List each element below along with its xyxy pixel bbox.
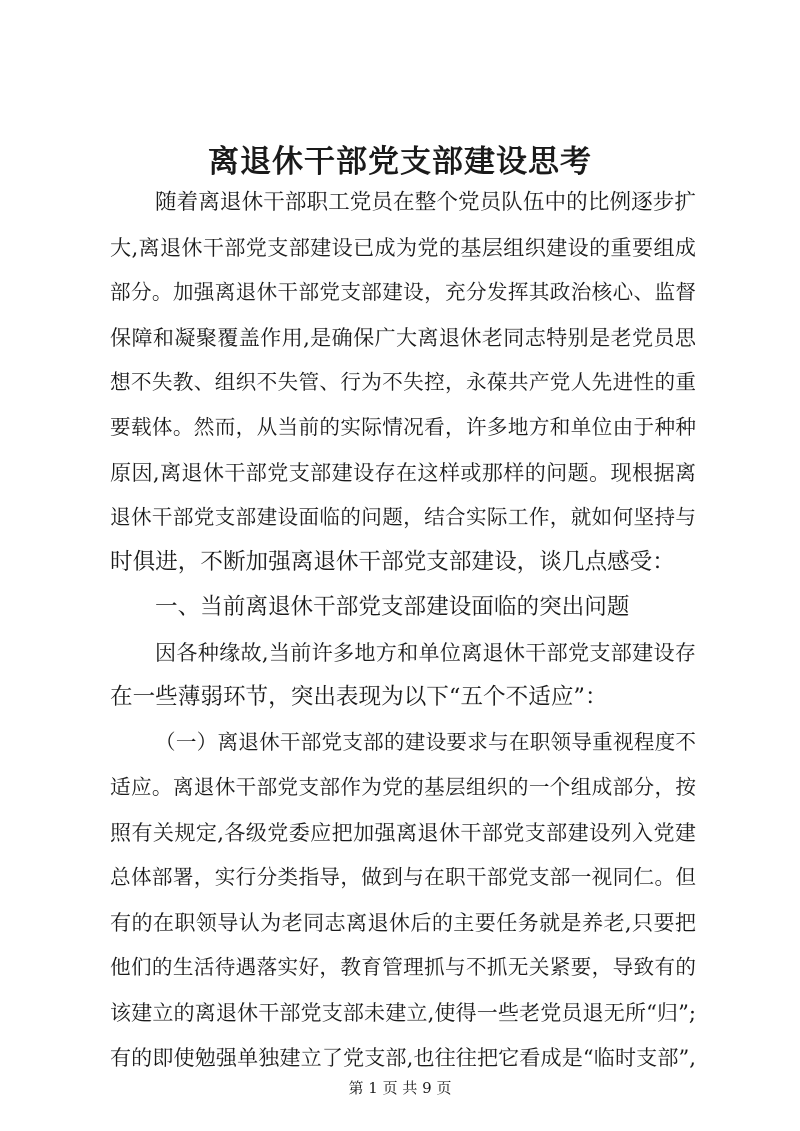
document-title: 离退休干部党支部建设思考 <box>208 144 592 180</box>
text-line: 大,离退休干部党支部建设已成为党的基层组织建设的重要组成 <box>110 235 696 260</box>
text-line: 有的在职领导认为老同志离退休后的主要任务就是养老,只要把 <box>110 910 696 935</box>
page-footer: 第 1 页 共 9 页 <box>348 1079 452 1097</box>
text-line: 在一些薄弱环节，突出表现为以下“五个不适应”： <box>110 684 608 710</box>
text-line: 保障和凝聚覆盖作用,是确保广大离退休老同志特别是老党员思 <box>110 325 696 350</box>
text-line: 退休干部党支部建设面临的问题，结合实际工作，就如何坚持与 <box>110 505 696 529</box>
document-body <box>110 180 696 1080</box>
text-line: 照有关规定,各级党委应把加强离退休干部党支部建设列入党建 <box>110 820 696 845</box>
text-line: 随着离退休干部职工党员在整个党员队伍中的比例逐步扩 <box>155 190 696 215</box>
text-line: 有的即使勉强单独建立了党支部,也往往把它看成是“临时支部”, <box>110 1045 696 1070</box>
text-line: 时俱进，不断加强离退休干部党支部建设，谈几点感受： <box>110 549 675 575</box>
subsection-heading: （一）离退休干部党支部的建设要求与在职领导重视程度不 <box>155 730 696 754</box>
text-line: 因各种缘故,当前许多地方和单位离退休干部党支部建设存 <box>155 640 696 665</box>
text-line: 原因,离退休干部党支部建设存在这样或那样的问题。现根据离 <box>110 460 696 485</box>
text-line: 他们的生活待遇落实好，教育管理抓与不抓无关紧要，导致有的 <box>110 955 696 979</box>
section-heading: 一、当前离退休干部党支部建设面临的突出问题 <box>155 594 630 620</box>
text-line: 要载体。然而，从当前的实际情况看，许多地方和单位由于种种 <box>110 415 696 439</box>
text-line: 总体部署，实行分类指导，做到与在职干部党支部一视同仁。但 <box>110 865 696 889</box>
text-line: 适应。离退休干部党支部作为党的基层组织的一个组成部分，按 <box>110 775 696 799</box>
text-line: 该建立的离退休干部党支部未建立,使得一些老党员退无所“归”; <box>110 1000 696 1025</box>
text-line: 部分。加强离退休干部党支部建设，充分发挥其政治核心、监督 <box>110 280 696 304</box>
text-line: 想不失教、组织不失管、行为不失控，永葆共产党人先进性的重 <box>110 370 696 394</box>
